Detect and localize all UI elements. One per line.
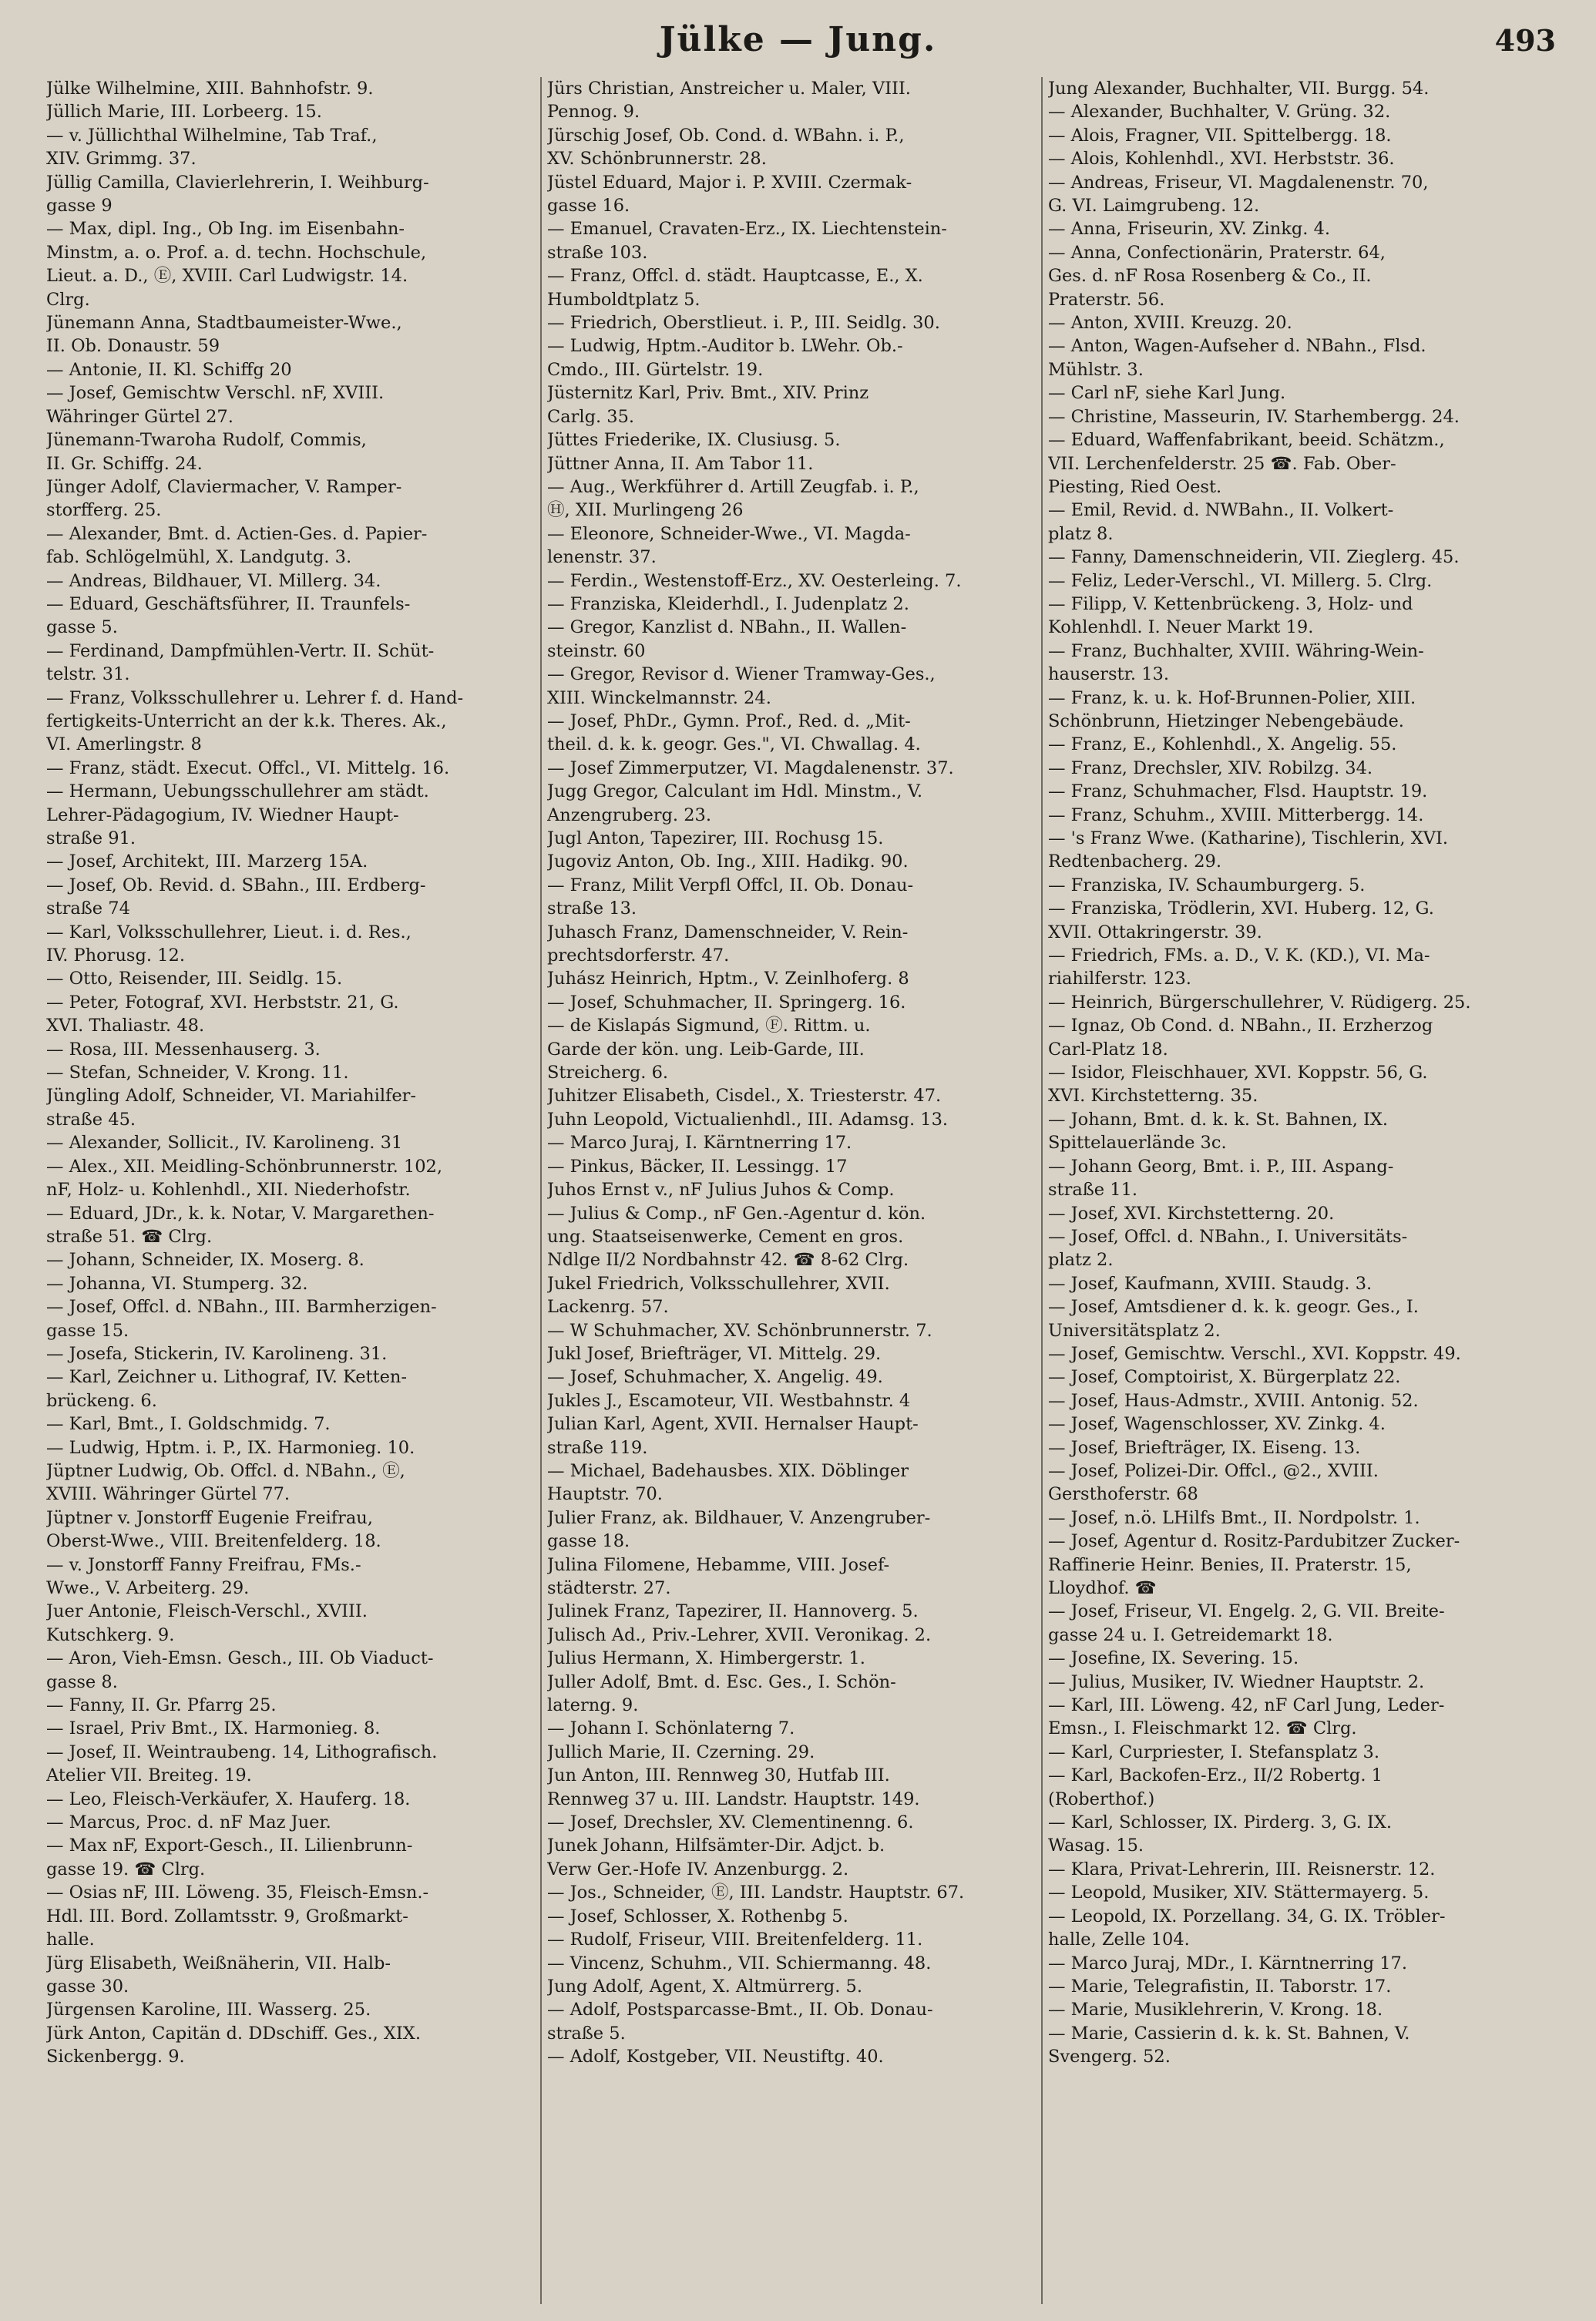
directory-entry-line: — Josef, n.ö. LHilfs Bmt., II. Nordpolstr. 1.	[1048, 1507, 1420, 1528]
directory-entry-line: — Alois, Kohlenhdl., XVI. Herbststr. 36.	[1048, 149, 1395, 170]
directory-entry-line: — Rudolf, Friseur, VIII. Breitenfelderg. 11.	[547, 1930, 923, 1950]
directory-entry-line: — Christine, Masseurin, IV. Starhembergg. 24.	[1048, 406, 1460, 427]
directory-entry-line: Juhos Ernst v., nF Julius Juhos & Comp.	[547, 1180, 895, 1201]
directory-entry-line: — 's Franz Wwe. (Katharine), Tischlerin, XVI.	[1048, 828, 1449, 848]
directory-entry-line: — Emanuel, Cravaten-Erz., IX. Liechtenstein-	[547, 219, 947, 240]
directory-entry-line: — Emil, Revid. d. NWBahn., II. Volkert-	[1048, 500, 1394, 521]
directory-entry-line: — Ferdin., Westenstoff-Erz., XV. Oesterleing. 7.	[547, 570, 962, 591]
directory-entry-line: — Franziska, Kleiderhdl., I. Judenplatz 2.	[547, 593, 909, 614]
directory-entry-line: — Karl, Zeichner u. Lithograf, IV. Ketten-	[46, 1367, 408, 1388]
directory-entry-line: II. Gr. Schiffg. 24.	[46, 453, 203, 474]
directory-entry-line: — Anton, XVIII. Kreuzg. 20.	[1048, 313, 1292, 334]
directory-entry-line: storfferg. 25.	[46, 500, 162, 521]
directory-entry-line: Jung Alexander, Buchhalter, VII. Burgg. 54.	[1048, 79, 1430, 99]
directory-entry-line: Jürschig Josef, Ob. Cond. d. WBahn. i. P.,	[547, 125, 905, 146]
directory-entry-line: — Leopold, IX. Porzellang. 34, G. IX. Tröbler-	[1048, 1906, 1446, 1926]
directory-entry-line: — Ludwig, Hptm. i. P., IX. Harmonieg. 10.	[46, 1437, 415, 1458]
directory-entry-line: Lieut. a. D., Ⓔ, XVIII. Carl Ludwigstr. 14.	[46, 266, 408, 287]
directory-entry-line: — Karl, Curpriester, I. Stefansplatz 3.	[1048, 1742, 1380, 1762]
directory-entry-line: — v. Jüllichthal Wilhelmine, Tab Traf.,	[46, 125, 378, 146]
directory-entry-line: — Klara, Privat-Lehrerin, III. Reisnerstr. 12.	[1048, 1859, 1436, 1879]
directory-entry-line: — Josef, Schuhmacher, II. Springerg. 16.	[547, 992, 906, 1013]
directory-entry-line: Rennweg 37 u. III. Landstr. Hauptstr. 149.	[547, 1789, 920, 1809]
directory-entry-line: — Anna, Confectionärin, Praterstr. 64,	[1048, 242, 1386, 263]
directory-entry-line: Juhasch Franz, Damenschneider, V. Rein-	[547, 922, 909, 942]
directory-entry-line: XIV. Grimmg. 37.	[46, 149, 197, 170]
directory-entry-line: Juhász Heinrich, Hptm., V. Zeinlhoferg. 8	[547, 969, 909, 989]
directory-entry-line: straße 45.	[46, 1109, 136, 1130]
directory-entry-line: halle, Zelle 104.	[1048, 1930, 1190, 1950]
directory-entry-line: VI. Amerlingstr. 8	[46, 734, 202, 755]
directory-entry-line: Juhn Leopold, Victualienhdl., III. Adamsg. 13.	[547, 1109, 949, 1130]
directory-entry-line: gasse 9	[46, 196, 113, 217]
directory-entry-line: — Gregor, Kanzlist d. NBahn., II. Wallen-	[547, 617, 907, 638]
directory-entry-line: VII. Lerchenfelderstr. 25 ☎. Fab. Ober-	[1048, 453, 1396, 474]
directory-entry-line: — Marcus, Proc. d. nF Maz Juer.	[46, 1812, 331, 1833]
directory-entry-line: Gersthoferstr. 68	[1048, 1484, 1198, 1505]
directory-entry-line: — Adolf, Postsparcasse-Bmt., II. Ob. Donau-	[547, 2000, 933, 2020]
directory-entry-line: Jüptner v. Jonstorff Eugenie Freifrau,	[46, 1507, 373, 1528]
directory-entry-line: Julina Filomene, Hebamme, VIII. Josef-	[547, 1554, 890, 1575]
directory-entry-line: Juller Adolf, Bmt. d. Esc. Ges., I. Schön-	[547, 1671, 896, 1692]
directory-entry-line: Jullich Marie, II. Czerning. 29.	[547, 1742, 815, 1762]
directory-entry-line: G. VI. Laimgrubeng. 12.	[1048, 196, 1260, 217]
directory-entry-line: hauserstr. 13.	[1048, 664, 1169, 685]
directory-entry-line: Pennog. 9.	[547, 102, 640, 123]
directory-entry-line: — Leopold, Musiker, XIV. Stättermayerg. 5.	[1048, 1883, 1430, 1903]
directory-entry-line: Wwe., V. Arbeiterg. 29.	[46, 1578, 250, 1598]
directory-entry-line: — Josef, PhDr., Gymn. Prof., Red. d. „Mit-	[547, 710, 911, 731]
directory-entry-line: — Franz, Milit Verpfl Offcl, II. Ob. Donau-	[547, 875, 914, 895]
directory-entry-line: Mühlstr. 3.	[1048, 359, 1144, 380]
directory-entry-line: fertigkeits-Unterricht an der k.k. Theres. Ak.,	[46, 710, 447, 731]
directory-entry-line: lenenstr. 37.	[547, 547, 657, 568]
directory-entry-line: laterng. 9.	[547, 1695, 639, 1716]
directory-entry-line: Julius Hermann, X. Himbergerstr. 1.	[547, 1648, 865, 1669]
directory-entry-line: — Josef, Schuhmacher, X. Angelig. 49.	[547, 1367, 883, 1388]
directory-entry-line: — Franziska, IV. Schaumburgerg. 5.	[1048, 875, 1366, 895]
directory-entry-line: Jukel Friedrich, Volksschullehrer, XVII.	[547, 1273, 890, 1294]
directory-entry-line: — Heinrich, Bürgerschullehrer, V. Rüdigerg. 25.	[1048, 992, 1471, 1013]
directory-entry-line: Julian Karl, Agent, XVII. Hernalser Haupt-	[547, 1414, 919, 1435]
page-header	[0, 11, 1596, 65]
directory-entry-line: Raffinerie Heinr. Benies, II. Praterstr. 15,	[1048, 1554, 1412, 1575]
directory-entry-line: — Alexander, Bmt. d. Actien-Ges. d. Papier-	[46, 523, 428, 544]
directory-entry-line: — Franz, Offcl. d. städt. Hauptcasse, E., X.	[547, 266, 923, 287]
directory-entry-line: Juhitzer Elisabeth, Cisdel., X. Triesterstr. 47.	[547, 1086, 942, 1107]
directory-entry-line: Universitätsplatz 2.	[1048, 1320, 1221, 1341]
directory-entry-line: — Karl, Backofen-Erz., II/2 Robertg. 1	[1048, 1765, 1383, 1786]
directory-entry-line: — Josefa, Stickerin, IV. Karolineng. 31.	[46, 1343, 388, 1364]
directory-entry-line: prechtsdorferstr. 47.	[547, 946, 730, 966]
directory-entry-line: Jugl Anton, Tapezirer, III. Rochusg 15.	[547, 828, 884, 848]
directory-entry-line: — Eduard, Geschäftsführer, II. Traunfels-	[46, 593, 411, 614]
directory-entry-line: — Johann I. Schönlaterng 7.	[547, 1718, 795, 1739]
directory-entry-line: — Josef, Haus-Admstr., XVIII. Antonig. 52.	[1048, 1390, 1419, 1411]
directory-entry-line: — Karl, Bmt., I. Goldschmidg. 7.	[46, 1414, 331, 1435]
directory-entry-line: Jüttes Friederike, IX. Clusiusg. 5.	[547, 430, 841, 451]
directory-entry-line: — Eduard, Waffenfabrikant, beeid. Schätzm.,	[1048, 430, 1445, 451]
column-left	[46, 77, 536, 2312]
directory-entry-line: Jürg Elisabeth, Weißnäherin, VII. Halb-	[46, 1953, 391, 1973]
directory-entry-line: Kutschkerg. 9.	[46, 1624, 175, 1645]
directory-entry-line: — Peter, Fotograf, XVI. Herbststr. 21, G.	[46, 992, 399, 1013]
directory-entry-line: — Josef, Agentur d. Rositz-Pardubitzer Zucker-	[1048, 1531, 1460, 1552]
directory-entry-line: — Anton, Wagen-Aufseher d. NBahn., Flsd.	[1048, 336, 1426, 357]
directory-entry-line: — Franz, Drechsler, XIV. Robilzg. 34.	[1048, 757, 1373, 778]
directory-entry-line: — Fanny, II. Gr. Pfarrg 25.	[46, 1695, 277, 1716]
directory-entry-line: — Marie, Musiklehrerin, V. Krong. 18.	[1048, 2000, 1383, 2020]
directory-entry-line: straße 119.	[547, 1437, 648, 1458]
directory-entry-line: XVI. Thaliastr. 48.	[46, 1016, 205, 1036]
directory-entry-line: — Josef, Drechsler, XV. Clementinenng. 6.	[547, 1812, 914, 1833]
directory-entry-line: Verw Ger.-Hofe IV. Anzenburgg. 2.	[547, 1859, 849, 1879]
directory-entry-line: Garde der kön. ung. Leib-Garde, III.	[547, 1039, 865, 1060]
directory-entry-line: — Max nF, Export-Gesch., II. Lilienbrunn-	[46, 1836, 413, 1856]
directory-entry-line: Hauptstr. 70.	[547, 1484, 663, 1505]
directory-entry-line: — Josef, Amtsdiener d. k. k. geogr. Ges., I.	[1048, 1297, 1419, 1318]
directory-entry-line: halle.	[46, 1930, 95, 1950]
directory-entry-line: — Franz, Schuhmacher, Flsd. Hauptstr. 19.	[1048, 781, 1428, 802]
directory-entry-line: Piesting, Ried Oest.	[1048, 476, 1222, 497]
directory-entry-line: telstr. 31.	[46, 664, 130, 685]
directory-entry-line: — Josef, Kaufmann, XVIII. Staudg. 3.	[1048, 1273, 1373, 1294]
directory-entry-line: — Aug., Werkführer d. Artill Zeugfab. i. P.,	[547, 476, 919, 497]
directory-entry-line: — Stefan, Schneider, V. Krong. 11.	[46, 1063, 349, 1083]
directory-entry-line: nF, Holz- u. Kohlenhdl., XII. Niederhofstr.	[46, 1180, 411, 1201]
directory-entry-line: städterstr. 27.	[547, 1578, 671, 1598]
directory-entry-line: platz 2.	[1048, 1250, 1114, 1271]
directory-entry-line: — Josef, Ob. Revid. d. SBahn., III. Erdberg-	[46, 875, 426, 895]
directory-entry-line: — Karl, Schlosser, IX. Pirderg. 3, G. IX.	[1048, 1812, 1393, 1833]
directory-entry-line: Jukles J., Escamoteur, VII. Westbahnstr. 4	[547, 1390, 911, 1411]
directory-entry-line: Anzengruberg. 23.	[547, 804, 712, 825]
directory-entry-line: Jüllich Marie, III. Lorbeerg. 15.	[46, 102, 322, 123]
directory-entry-line: straße 103.	[547, 242, 648, 263]
directory-entry-line: — Hermann, Uebungsschullehrer am städt.	[46, 781, 429, 802]
directory-entry-line: — Alois, Fragner, VII. Spittelbergg. 18.	[1048, 125, 1392, 146]
directory-entry-line: — Franziska, Trödlerin, XVI. Huberg. 12, G.	[1048, 899, 1434, 919]
directory-entry-line: — Anna, Friseurin, XV. Zinkg. 4.	[1048, 219, 1331, 240]
directory-entry-line: — Josef, Wagenschlosser, XV. Zinkg. 4.	[1048, 1414, 1386, 1435]
directory-entry-line: — Ludwig, Hptm.-Auditor b. LWehr. Ob.-	[547, 336, 903, 357]
directory-entry-line: (Roberthof.)	[1048, 1789, 1155, 1809]
directory-entry-line: — Vincenz, Schuhm., VII. Schiermanng. 48.	[547, 1953, 932, 1973]
directory-entry-line: — Johanna, VI. Stumperg. 32.	[46, 1273, 308, 1294]
directory-entry-line: — Josef, Gemischtw. Verschl., XVI. Koppstr. 49.	[1048, 1343, 1461, 1364]
directory-entry-line: — Isidor, Fleischhauer, XVI. Koppstr. 56, G.	[1048, 1063, 1428, 1083]
directory-entry-line: Carlg. 35.	[547, 406, 635, 427]
directory-entry-line: Jüllig Camilla, Clavierlehrerin, I. Weihburg-	[46, 172, 429, 193]
directory-entry-line: — Andreas, Bildhauer, VI. Millerg. 34.	[46, 570, 381, 591]
directory-entry-line: — Ferdinand, Dampfmühlen-Vertr. II. Schüt-	[46, 640, 435, 661]
directory-entry-line: — Marie, Telegrafistin, II. Taborstr. 17.	[1048, 1976, 1392, 1997]
directory-entry-line: Jüttner Anna, II. Am Tabor 11.	[547, 453, 814, 474]
directory-entry-line: — Gregor, Revisor d. Wiener Tramway-Ges.,	[547, 664, 936, 685]
directory-entry-line: — Max, dipl. Ing., Ob Ing. im Eisenbahn-	[46, 219, 405, 240]
directory-entry-line: Jung Adolf, Agent, X. Altmürrerg. 5.	[547, 1976, 862, 1997]
directory-entry-line: — Josef, Friseur, VI. Engelg. 2, G. VII. Breite-	[1048, 1601, 1445, 1622]
directory-entry-line: — Pinkus, Bäcker, II. Lessingg. 17	[547, 1156, 848, 1177]
directory-entry-line: — Carl nF, siehe Karl Jung.	[1048, 383, 1286, 404]
directory-entry-line: — Josef, II. Weintraubeng. 14, Lithografisch.	[46, 1742, 438, 1762]
directory-entry-line: — Franz, Schuhm., XVIII. Mitterbergg. 14.	[1048, 804, 1424, 825]
directory-entry-line: — Marco Juraj, MDr., I. Kärntnerring 17.	[1048, 1953, 1407, 1973]
directory-entry-line: riahilferstr. 123.	[1048, 969, 1191, 989]
directory-entry-line: — Ignaz, Ob Cond. d. NBahn., II. Erzherzog	[1048, 1016, 1433, 1036]
directory-entry-line: — Josefine, IX. Severing. 15.	[1048, 1648, 1299, 1669]
directory-entry-line: — Julius & Comp., nF Gen.-Agentur d. kön.	[547, 1203, 926, 1224]
directory-entry-line: Ⓗ, XII. Murlingeng 26	[547, 500, 744, 521]
directory-entry-line: — Franz, k. u. k. Hof-Brunnen-Polier, XIII.	[1048, 687, 1416, 708]
directory-entry-line: — Adolf, Kostgeber, VII. Neustiftg. 40.	[547, 2047, 884, 2067]
directory-entry-line: Junek Johann, Hilfsämter-Dir. Adjct. b.	[547, 1836, 885, 1856]
directory-entry-line: — Jos., Schneider, Ⓔ, III. Landstr. Hauptstr. 67.	[547, 1883, 965, 1903]
directory-entry-line: Humboldtplatz 5.	[547, 289, 701, 310]
directory-entry-line: straße 51. ☎ Clrg.	[46, 1226, 213, 1247]
directory-entry-line: Schönbrunn, Hietzinger Nebengebäude.	[1048, 710, 1404, 731]
directory-entry-line: Juer Antonie, Fleisch-Verschl., XVIII.	[46, 1601, 368, 1622]
directory-entry-line: — Andreas, Friseur, VI. Magdalenenstr. 70,	[1048, 172, 1429, 193]
directory-entry-line: — Antonie, II. Kl. Schiffg 20	[46, 359, 292, 380]
directory-entry-line: Wasag. 15.	[1048, 1836, 1144, 1856]
directory-entry-line: Spittelauerlände 3c.	[1048, 1133, 1227, 1154]
directory-entry-line: Jüstel Eduard, Major i. P. XVIII. Czermak-	[547, 172, 912, 193]
directory-entry-line: — W Schuhmacher, XV. Schönbrunnerstr. 7.	[547, 1320, 932, 1341]
directory-entry-line: Praterstr. 56.	[1048, 289, 1165, 310]
directory-entry-line: — Franz, Buchhalter, XVIII. Währing-Wein-	[1048, 640, 1424, 661]
directory-entry-line: — Josef, Offcl. d. NBahn., III. Barmherzigen-	[46, 1297, 437, 1318]
directory-entry-line: Jugg Gregor, Calculant im Hdl. Minstm., V.	[547, 781, 923, 802]
directory-entry-line: — Leo, Fleisch-Verkäufer, X. Hauferg. 18.	[46, 1789, 411, 1809]
directory-entry-line: — Friedrich, FMs. a. D., V. K. (KD.), VI. Ma-	[1048, 946, 1430, 966]
directory-entry-line: Lloydhof. ☎	[1048, 1578, 1157, 1598]
directory-entry-line: — Filipp, V. Kettenbrückeng. 3, Holz- und	[1048, 593, 1413, 614]
directory-entry-line: — Fanny, Damenschneiderin, VII. Zieglerg. 45.	[1048, 547, 1460, 568]
directory-entry-line: — Alexander, Sollicit., IV. Karolineng. 31	[46, 1133, 403, 1154]
directory-entry-line: — Karl, Volksschullehrer, Lieut. i. d. Res.,	[46, 922, 412, 942]
directory-entry-line: — Alex., XII. Meidling-Schönbrunnerstr. 102,	[46, 1156, 443, 1177]
directory-entry-line: Jülke Wilhelmine, XIII. Bahnhofstr. 9.	[46, 79, 374, 99]
directory-entry-line: — Johann Georg, Bmt. i. P., III. Aspang-	[1048, 1156, 1394, 1177]
directory-entry-line: — Rosa, III. Messenhauserg. 3.	[46, 1039, 321, 1060]
directory-entry-line: — Josef, Schlosser, X. Rothenbg 5.	[547, 1906, 848, 1926]
directory-entry-line: gasse 18.	[547, 1531, 630, 1552]
directory-entry-line: Jukl Josef, Briefträger, VI. Mittelg. 29.	[547, 1343, 882, 1364]
directory-entry-line: XIII. Winckelmannstr. 24.	[547, 687, 771, 708]
directory-entry-line: straße 11.	[1048, 1180, 1138, 1201]
directory-entry-line: IV. Phorusg. 12.	[46, 946, 185, 966]
directory-entry-line: Julisch Ad., Priv.-Lehrer, XVII. Veronikag. 2.	[547, 1624, 932, 1645]
directory-entry-line: Jünemann-Twaroha Rudolf, Commis,	[46, 430, 367, 451]
directory-entry-line: Julier Franz, ak. Bildhauer, V. Anzengruber-	[547, 1507, 931, 1528]
directory-entry-line: Streicherg. 6.	[547, 1063, 669, 1083]
directory-entry-line: — Michael, Badehausbes. XIX. Döblinger	[547, 1460, 909, 1481]
directory-entry-line: Carl-Platz 18.	[1048, 1039, 1168, 1060]
directory-entry-line: — Franz, städt. Execut. Offcl., VI. Mittelg. 16.	[46, 757, 450, 778]
directory-entry-line: Redtenbacherg. 29.	[1048, 851, 1221, 872]
directory-entry-line: Lehrer-Pädagogium, IV. Wiedner Haupt-	[46, 804, 399, 825]
directory-entry-line: — de Kislapás Sigmund, Ⓕ. Rittm. u.	[547, 1016, 871, 1036]
column-right	[1048, 77, 1557, 2312]
directory-entry-line: fab. Schlögelmühl, X. Landgutg. 3.	[46, 547, 352, 568]
column-divider	[1041, 77, 1043, 2304]
directory-entry-line: Jüptner Ludwig, Ob. Offcl. d. NBahn., Ⓔ,	[46, 1460, 405, 1481]
directory-entry-line: Ges. d. nF Rosa Rosenberg & Co., II.	[1048, 266, 1372, 287]
directory-entry-line: straße 13.	[547, 899, 637, 919]
directory-entry-line: Minstm, a. o. Prof. a. d. techn. Hochschule,	[46, 242, 427, 263]
directory-entry-line: Cmdo., III. Gürtelstr. 19.	[547, 359, 764, 380]
directory-entry-line: Jürgensen Karoline, III. Wasserg. 25.	[46, 2000, 371, 2020]
directory-entry-line: Jürk Anton, Capitän d. DDschiff. Ges., XIX.	[46, 2023, 421, 2044]
directory-entry-line: Ndlge II/2 Nordbahnstr 42. ☎ 8-62 Clrg.	[547, 1250, 909, 1271]
directory-entry-line: Jüngling Adolf, Schneider, VI. Mariahilfer-	[46, 1086, 417, 1107]
directory-entry-line: gasse 16.	[547, 196, 630, 217]
directory-entry-line: XVI. Kirchstetterng. 35.	[1048, 1086, 1258, 1107]
directory-entry-line: ung. Staatseisenwerke, Cement en gros.	[547, 1226, 904, 1247]
directory-entry-line: — Marie, Cassierin d. k. k. St. Bahnen, V.	[1048, 2023, 1410, 2044]
directory-entry-line: — Josef, Briefträger, IX. Eiseng. 13.	[1048, 1437, 1361, 1458]
directory-entry-line: gasse 19. ☎ Clrg.	[46, 1859, 206, 1879]
directory-entry-line: Jüsternitz Karl, Priv. Bmt., XIV. Prinz	[547, 383, 869, 404]
directory-entry-line: XVII. Ottakringerstr. 39.	[1048, 922, 1262, 942]
directory-entry-line: Jünemann Anna, Stadtbaumeister-Wwe.,	[46, 313, 402, 334]
directory-entry-line: brückeng. 6.	[46, 1390, 157, 1411]
directory-entry-line: — Aron, Vieh-Emsn. Gesch., III. Ob Viaduct-	[46, 1648, 434, 1669]
directory-entry-line: — Johann, Schneider, IX. Moserg. 8.	[46, 1250, 365, 1271]
directory-entry-line: Jürs Christian, Anstreicher u. Maler, VIII.	[547, 79, 911, 99]
column-divider	[540, 77, 542, 2304]
directory-entry-line: Svengerg. 52.	[1048, 2047, 1171, 2067]
directory-entry-line: II. Ob. Donaustr. 59	[46, 336, 220, 357]
directory-entry-line: — Osias nF, III. Löweng. 35, Fleisch-Emsn.-	[46, 1883, 429, 1903]
directory-entry-line: — Josef, Comptoirist, X. Bürgerplatz 22.	[1048, 1367, 1401, 1388]
directory-entry-line: — Franz, Volksschullehrer u. Lehrer f. d. Hand-	[46, 687, 464, 708]
directory-entry-line: gasse 8.	[46, 1671, 118, 1692]
directory-entry-line: — Josef, Architekt, III. Marzerg 15A.	[46, 851, 368, 872]
directory-entry-line: XV. Schönbrunnerstr. 28.	[547, 149, 767, 170]
directory-entry-line: — Eleonore, Schneider-Wwe., VI. Magda-	[547, 523, 911, 544]
directory-entry-line: straße 74	[46, 899, 130, 919]
directory-entry-line: Kohlenhdl. I. Neuer Markt 19.	[1048, 617, 1314, 638]
directory-entry-line: — Johann, Bmt. d. k. k. St. Bahnen, IX.	[1048, 1109, 1389, 1130]
directory-entry-line: — Josef, Offcl. d. NBahn., I. Universitäts-	[1048, 1226, 1408, 1247]
directory-entry-line: Lackenrg. 57.	[547, 1297, 669, 1318]
directory-entry-line: Jun Anton, III. Rennweg 30, Hutfab III.	[547, 1765, 890, 1786]
directory-entry-line: theil. d. k. k. geogr. Ges.", VI. Chwallag. 4.	[547, 734, 921, 755]
directory-entry-line: Jünger Adolf, Claviermacher, V. Ramper-	[46, 476, 402, 497]
directory-entry-line: Jugoviz Anton, Ob. Ing., XIII. Hadikg. 90.	[547, 851, 909, 872]
directory-entry-line: Clrg.	[46, 289, 90, 310]
directory-entry-line: straße 91.	[46, 828, 136, 848]
directory-entry-line: Währinger Gürtel 27.	[46, 406, 234, 427]
directory-entry-line: steinstr. 60	[547, 640, 646, 661]
directory-entry-line: — Karl, III. Löweng. 42, nF Carl Jung, Leder-	[1048, 1695, 1445, 1716]
running-title: Jülke — Jung.	[659, 20, 937, 59]
directory-entry-line: gasse 15.	[46, 1320, 129, 1341]
column-middle	[547, 77, 1037, 2312]
directory-entry-line: Hdl. III. Bord. Zollamtsstr. 9, Großmarkt-	[46, 1906, 408, 1926]
directory-entry-line: Oberst-Wwe., VIII. Breitenfelderg. 18.	[46, 1531, 381, 1552]
directory-entry-line: Julinek Franz, Tapezirer, II. Hannoverg. 5.	[547, 1601, 919, 1622]
directory-entry-line: — Franz, E., Kohlenhdl., X. Angelig. 55.	[1048, 734, 1397, 755]
directory-entry-line: gasse 5.	[46, 617, 118, 638]
page-number: 493	[1494, 23, 1556, 58]
directory-entry-line: gasse 24 u. I. Getreidemarkt 18.	[1048, 1624, 1333, 1645]
directory-entry-line: — Otto, Reisender, III. Seidlg. 15.	[46, 969, 343, 989]
directory-entry-line: — v. Jonstorff Fanny Freifrau, FMs.-	[46, 1554, 361, 1575]
directory-entry-line: — Eduard, JDr., k. k. Notar, V. Margarethen-	[46, 1203, 435, 1224]
directory-entry-line: XVIII. Währinger Gürtel 77.	[46, 1484, 291, 1505]
directory-entry-line: platz 8.	[1048, 523, 1114, 544]
directory-entry-line: — Josef, Gemischtw Verschl. nF, XVIII.	[46, 383, 385, 404]
directory-entry-line: — Marco Juraj, I. Kärntnerring 17.	[547, 1133, 852, 1154]
directory-entry-line: Atelier VII. Breiteg. 19.	[46, 1765, 252, 1786]
directory-entry-line: — Josef, XVI. Kirchstetterng. 20.	[1048, 1203, 1335, 1224]
directory-entry-line: gasse 30.	[46, 1976, 129, 1997]
directory-entry-line: — Julius, Musiker, IV. Wiedner Hauptstr. 2.	[1048, 1671, 1425, 1692]
directory-entry-line: Emsn., I. Fleischmarkt 12. ☎ Clrg.	[1048, 1718, 1357, 1739]
directory-entry-line: — Israel, Priv Bmt., IX. Harmonieg. 8.	[46, 1718, 381, 1739]
directory-entry-line: Sickenbergg. 9.	[46, 2047, 185, 2067]
directory-entry-line: — Josef Zimmerputzer, VI. Magdalenenstr. 37.	[547, 757, 954, 778]
directory-entry-line: — Feliz, Leder-Verschl., VI. Millerg. 5. Clrg.	[1048, 570, 1433, 591]
directory-entry-line: — Josef, Polizei-Dir. Offcl., @2., XVIII.	[1048, 1460, 1379, 1481]
directory-entry-line: straße 5.	[547, 2023, 626, 2044]
directory-entry-line: — Friedrich, Oberstlieut. i. P., III. Seidlg. 30.	[547, 313, 940, 334]
directory-entry-line: — Alexander, Buchhalter, V. Grüng. 32.	[1048, 102, 1391, 123]
